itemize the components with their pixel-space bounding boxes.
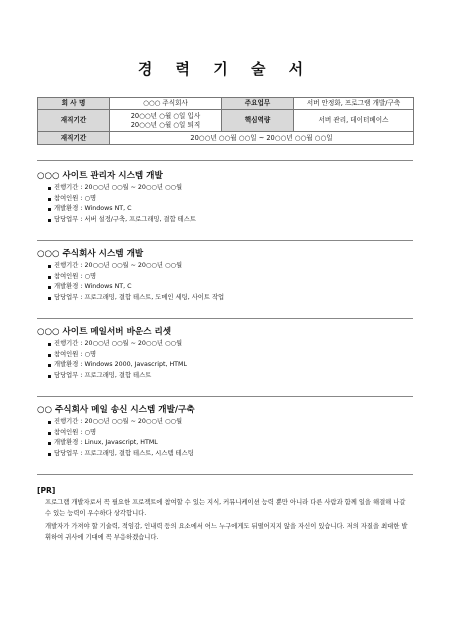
period-start: 20○○년 ○월 ○일 입사 (130, 111, 201, 120)
project-title: ○○○ 주식회사 시스템 개발 (37, 249, 144, 259)
career-info-table (37, 97, 414, 145)
core-label: 핵심역량 (222, 110, 294, 132)
project-title: ○○ 주식회사 메일 송신 시스템 개발/구축 (37, 405, 195, 415)
total-period-label: 재직기간 (38, 132, 110, 145)
duty-value: 서버 안정화, 프로그램 개발/구축 (294, 98, 414, 110)
project-detail: 참여인원 : ○명 (54, 194, 413, 205)
project-title: ○○○ 사이트 관리자 시스템 개발 (37, 171, 163, 181)
period-end: 20○○년 ○월 ○일 퇴직 (130, 120, 201, 129)
project-detail: 담당업무 : 프로그래밍, 결합 테스트 (54, 371, 413, 382)
core-value: 서버 관리, 데이터베이스 (294, 110, 414, 132)
project-detail: 담당업무 : 서버 설정/구축, 프로그래밍, 결합 테스트 (54, 215, 413, 226)
section-divider (37, 240, 413, 241)
pr-paragraph-1: 프로그램 개발자로서 꼭 필요한 프로젝트에 참여할 수 있는 지식, 커뮤니케이션 능력 뿐만 아니라 다른 사람과 함께 일을 해결해 나갈 수 있는 능력이 우수하다 상각합니다. (45, 499, 406, 517)
pr-title: [PR] (37, 486, 56, 495)
pr-section (37, 485, 413, 545)
period-label: 재직기간 (38, 110, 110, 132)
company-value: ○○○ 주식회사 (110, 98, 222, 110)
project-detail: 개발환경 : Windows 2000, Javascript, HTML (54, 360, 413, 371)
project-detail: 참여인원 : ○명 (54, 428, 413, 439)
project-3 (37, 326, 413, 381)
project-detail: 참여인원 : ○명 (54, 350, 413, 361)
section-divider (37, 318, 413, 319)
project-4 (37, 404, 413, 459)
duty-label: 주요업무 (222, 98, 294, 110)
total-period-value: 20○○년 ○○월 ○○일 ~ 20○○년 ○○월 ○○일 (110, 132, 414, 145)
project-detail: 개발환경 : Windows NT, C (54, 204, 413, 215)
period-value (110, 110, 222, 132)
project-detail: 개발환경 : Windows NT, C (54, 282, 413, 293)
document-title: 경 력 기 술 서 (137, 60, 313, 78)
company-label: 회 사 명 (38, 98, 110, 110)
project-detail: 진행기간 : 20○○년 ○○월 ~ 20○○년 ○○월 (54, 261, 413, 272)
project-detail: 개발환경 : Linux, Javascript, HTML (54, 438, 413, 449)
project-detail: 담당업무 : 프로그래밍, 결합 테스트, 도메인 세팅, 사이트 작업 (54, 293, 413, 304)
section-divider (37, 396, 413, 397)
project-detail: 진행기간 : 20○○년 ○○월 ~ 20○○년 ○○월 (54, 339, 413, 350)
project-detail: 진행기간 : 20○○년 ○○월 ~ 20○○년 ○○월 (54, 183, 413, 194)
section-divider (37, 474, 413, 475)
project-title: ○○○ 사이트 메일서버 바운스 리셋 (37, 327, 172, 337)
project-detail: 참여인원 : ○명 (54, 272, 413, 283)
project-detail: 담당업무 : 프로그래밍, 결합 테스트, 시스템 테스팅 (54, 449, 413, 460)
project-detail: 진행기간 : 20○○년 ○○월 ~ 20○○년 ○○월 (54, 417, 413, 428)
project-1 (37, 170, 413, 225)
pr-paragraph-2: 개발자가 가져야 할 기술력, 적임감, 인내력 등의 요소에서 어느 누구에게도 뒤떨어지지 않을 자신이 있습니다. 저의 자질을 최대한 발휘하여 귀사에 기대에 꼭 부응하겠습니다. (45, 523, 408, 541)
project-2 (37, 248, 413, 303)
section-divider (37, 160, 413, 161)
